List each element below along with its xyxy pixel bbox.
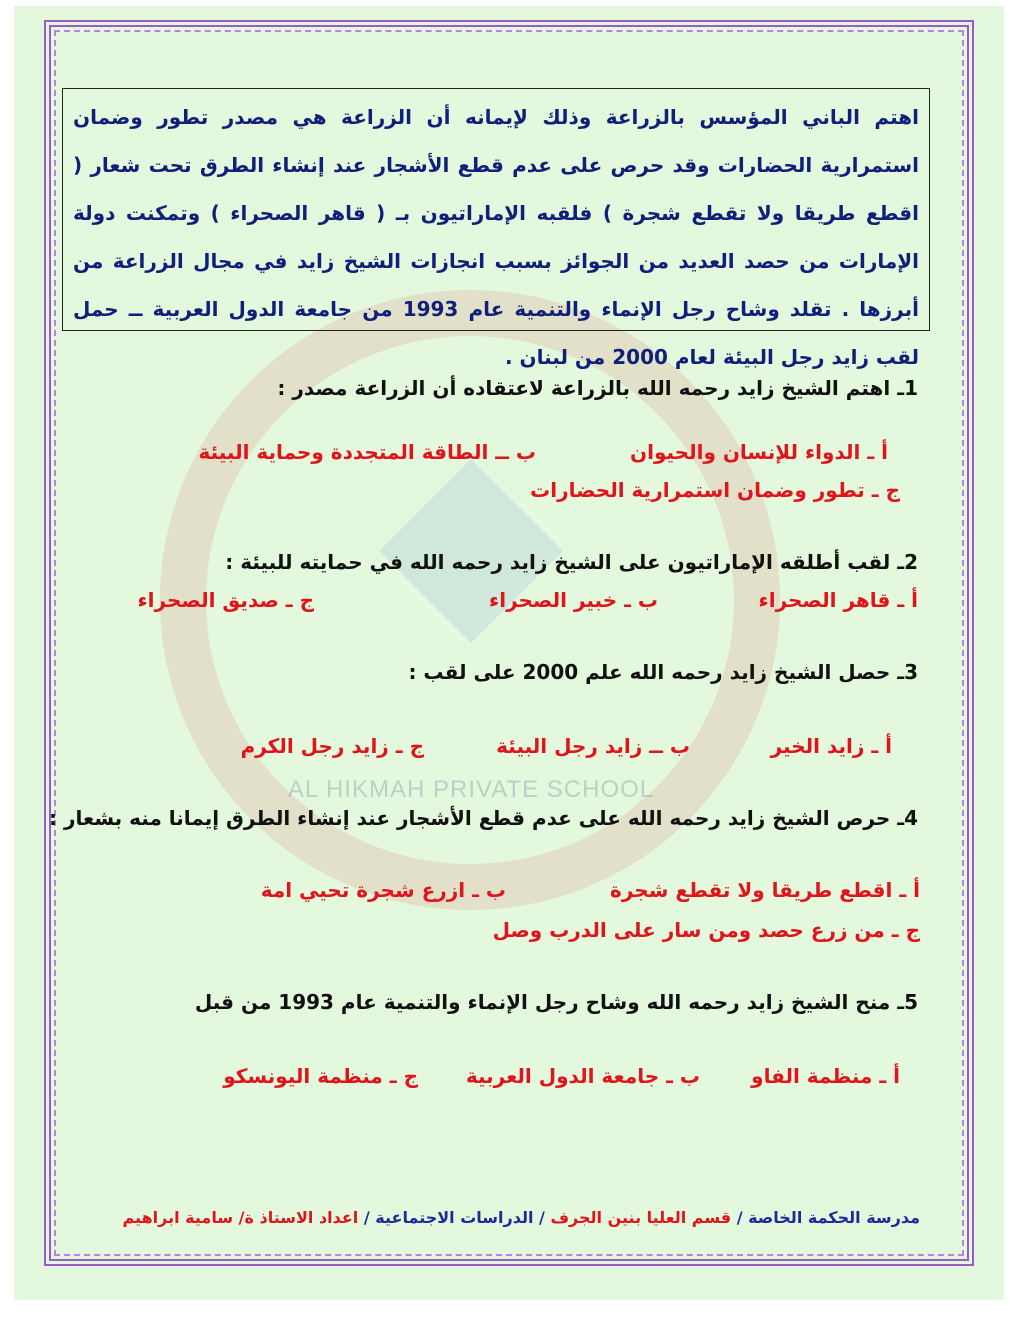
question-4-option-a[interactable]: أ ـ اقطع طريقا ولا تقطع شجرة bbox=[610, 878, 920, 902]
question-5-option-a[interactable]: أ ـ منظمة الفاو bbox=[751, 1064, 900, 1088]
footer-author: اعداد الاستاذ ة/ سامية ابراهيم bbox=[122, 1208, 359, 1227]
question-3-option-c[interactable]: ج ـ زايد رجل الكرم bbox=[240, 734, 424, 758]
question-3-option-b[interactable]: ب ــ زايد رجل البيئة bbox=[496, 734, 690, 758]
footer-school: مدرسة الحكمة الخاصة / bbox=[736, 1208, 920, 1227]
question-3: 3ـ حصل الشيخ زايد رحمه الله علم 2000 على لقب : bbox=[408, 660, 918, 684]
question-2-option-a[interactable]: أ ـ قاهر الصحراء bbox=[758, 588, 918, 612]
question-1-option-a[interactable]: أ ـ الدواء للإنسان والحيوان bbox=[630, 440, 888, 464]
footer-subject: / الدراسات الاجتماعية / bbox=[363, 1208, 545, 1227]
question-2-option-c[interactable]: ج ـ صديق الصحراء bbox=[137, 588, 314, 612]
question-4-option-c[interactable]: ج ـ من زرع حصد ومن سار على الدرب وصل bbox=[492, 918, 920, 942]
question-1-option-b[interactable]: ب ــ الطاقة المتجددة وحماية البيئة bbox=[198, 440, 536, 464]
question-4: 4ـ حرص الشيخ زايد رحمه الله على عدم قطع الأشجار عند إنشاء الطرق إيمانا منه بشعار : bbox=[49, 806, 918, 830]
question-3-option-a[interactable]: أ ـ زايد الخير bbox=[770, 734, 892, 758]
question-5: 5ـ منح الشيخ زايد رحمه الله وشاح رجل الإنماء والتنمية عام 1993 من قبل bbox=[194, 990, 918, 1014]
question-4-option-b[interactable]: ب ـ ازرع شجرة تحيي امة bbox=[260, 878, 506, 902]
question-1-option-c[interactable]: ج ـ تطور وضمان استمرارية الحضارات bbox=[530, 478, 900, 502]
question-5-option-b[interactable]: ب ـ جامعة الدول العربية bbox=[465, 1064, 700, 1088]
page-footer bbox=[123, 1208, 921, 1227]
question-5-option-c[interactable]: ج ـ منظمة اليونسكو bbox=[223, 1064, 418, 1088]
question-2: 2ـ لقب أطلقه الإماراتيون على الشيخ زايد رحمه الله في حمايته للبيئة : bbox=[225, 550, 918, 574]
reading-passage: اهتم الباني المؤسس بالزراعة وذلك لإيمانه أن الزراعة هي مصدر تطور وضمان استمرارية الحضارات وقد حرص على عدم قطع الأشجار عند إنشاء الطرق تحت شعار ( اقطع طريقا ولا تقطع شجرة ) فلقبه الإماراتيون بـ ( قاهر الصحراء ) وتمكنت دولة الإمارات من حصد العديد من الجوائز بسبب انجازات الشيخ زايد في مجال الزراعة من أبرزها . تقلد وشاح رجل الإنماء والتنمية عام 1993 من جامعة الدول العربية ــ حمل لقب زايد رجل البيئة لعام 2000 من لبنان . bbox=[62, 88, 930, 331]
watermark-school-name: AL HIKMAH PRIVATE SCHOOL bbox=[287, 776, 655, 803]
question-2-option-b[interactable]: ب ـ خبير الصحراء bbox=[488, 588, 658, 612]
footer-section: قسم العليا بنين الجرف bbox=[550, 1208, 732, 1227]
question-1: 1ـ اهتم الشيخ زايد رحمه الله بالزراعة لاعتقاده أن الزراعة مصدر : bbox=[277, 376, 918, 400]
